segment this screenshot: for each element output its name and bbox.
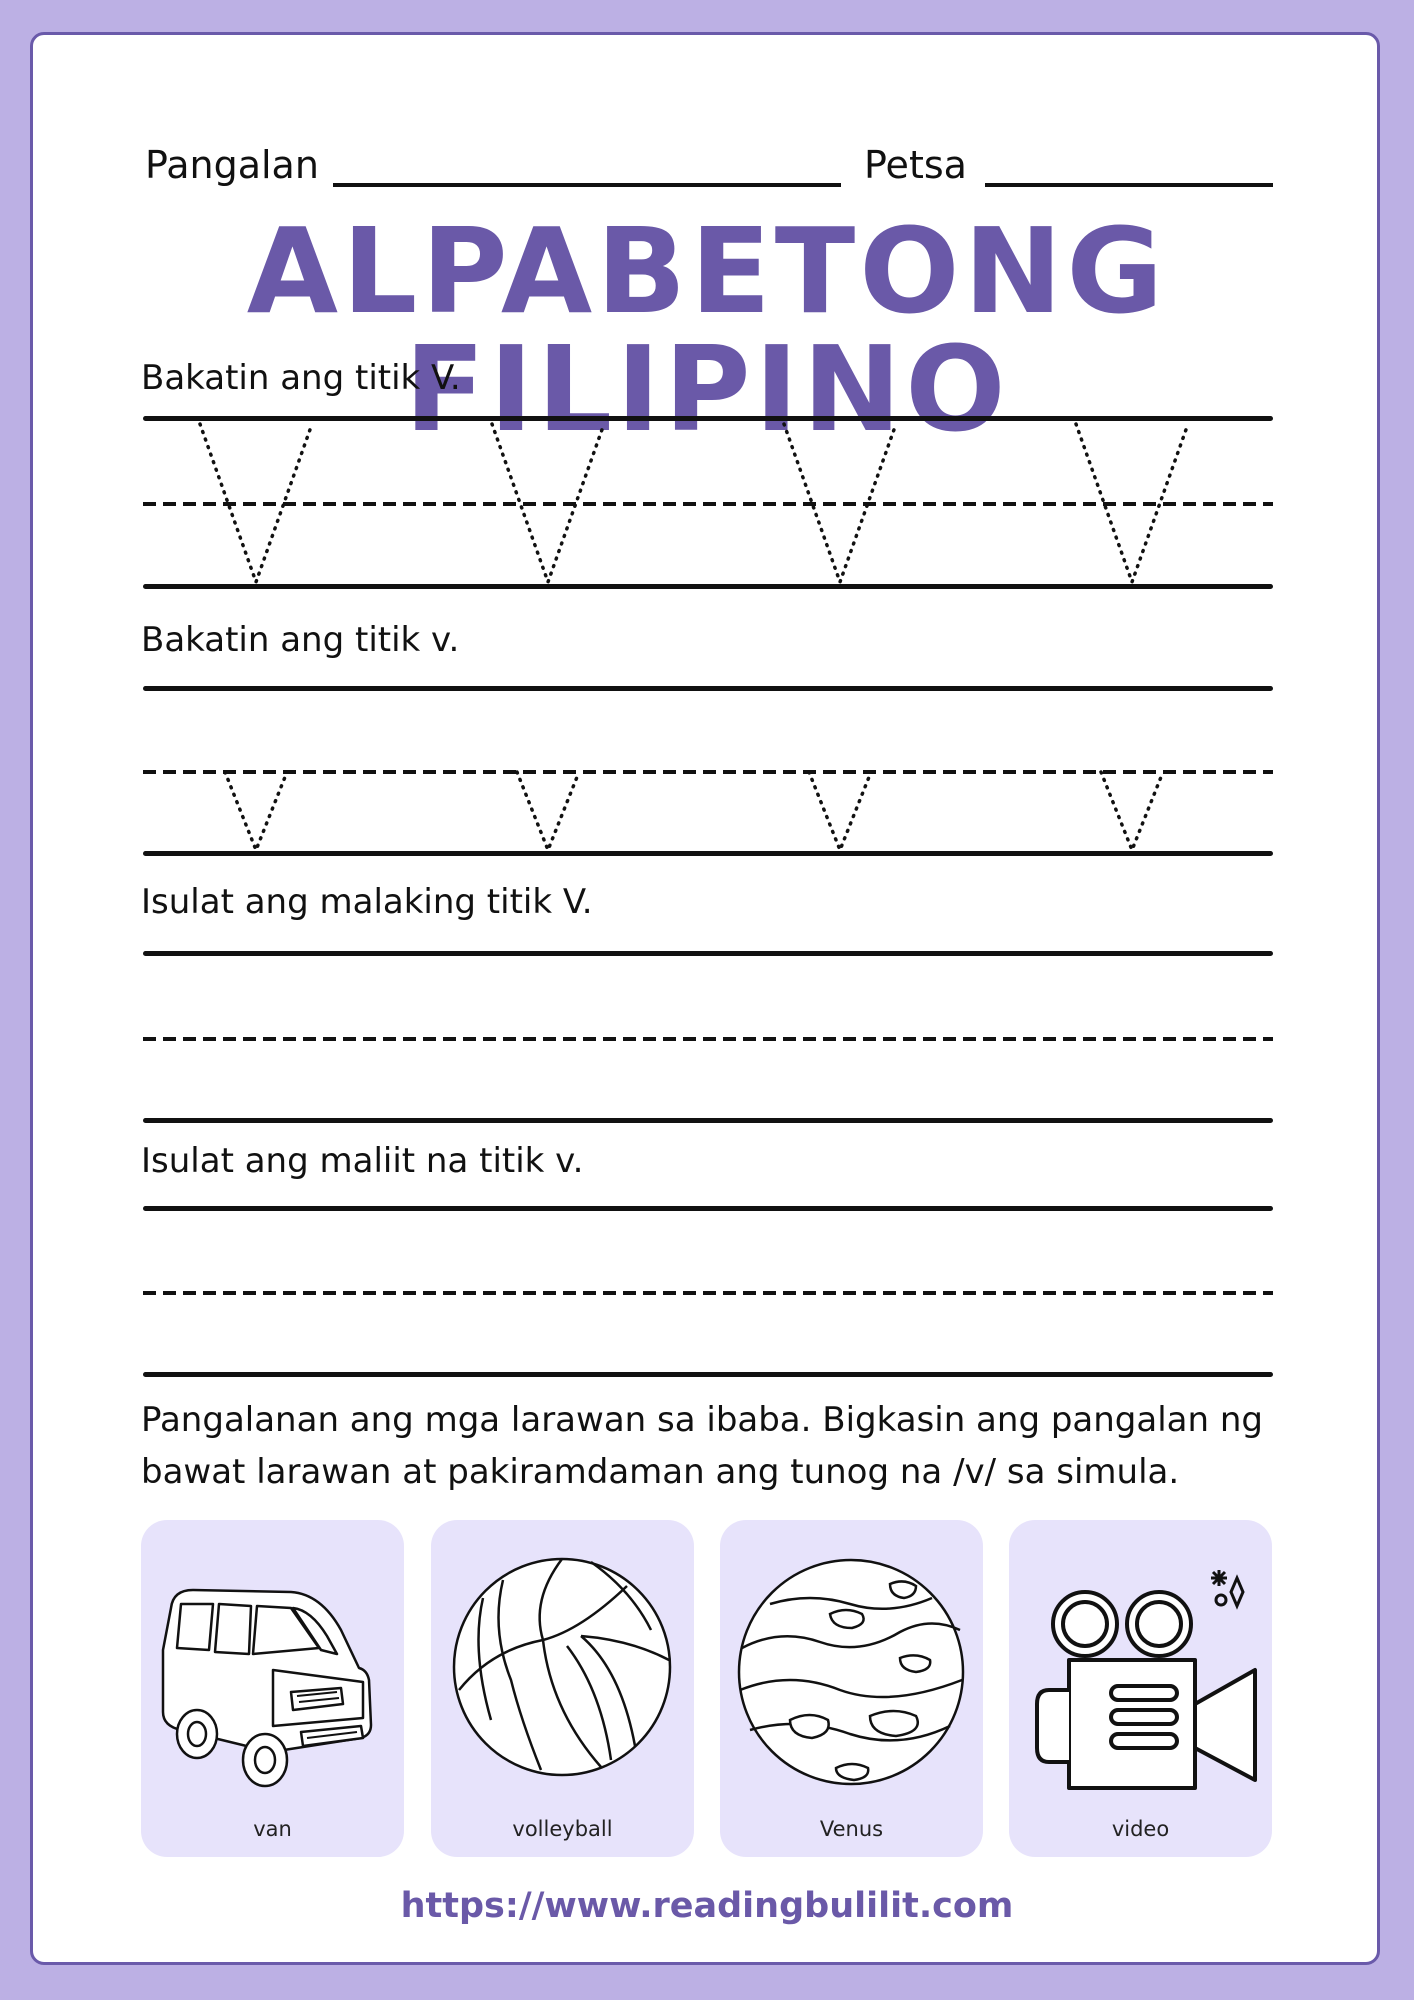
picture-label: van [253,1817,292,1841]
picture-label: Venus [819,1817,884,1841]
instruction-trace-lowercase: Bakatin ang titik v. [141,620,460,660]
writing-line-top[interactable] [143,951,1273,956]
venus-planet-icon [720,1520,983,1857]
picture-card-van [141,1520,404,1857]
instruction-trace-uppercase: Bakatin ang titik V. [141,358,461,398]
volleyball-icon [431,1520,694,1857]
name-label: Pangalan [145,143,319,187]
writing-line-base[interactable] [143,1372,1273,1377]
picture-card-venus [720,1520,983,1857]
picture-label: volleyball [512,1817,613,1841]
writing-line-base [143,584,1273,589]
writing-line-top [143,686,1273,691]
picture-instruction: Pangalanan ang mga larawan sa ibaba. Bigkasin ang pangalan ng bawat larawan at pakiramdaman ang tunog na /v/ sa simula. [141,1400,1263,1492]
instruction-write-lowercase: Isulat ang maliit na titik v. [141,1141,584,1181]
name-field[interactable] [333,183,841,187]
writing-line-base[interactable] [143,1118,1273,1123]
writing-line-top[interactable] [143,1206,1273,1211]
date-field[interactable] [985,183,1273,187]
writing-line-mid[interactable] [143,1037,1273,1041]
van-icon [141,1520,404,1857]
picture-label: video [1111,1817,1170,1841]
picture-card-video [1009,1520,1272,1857]
writing-line-mid[interactable] [143,1291,1273,1295]
writing-line-top [143,416,1273,421]
page-title: ALPABETONG FILIPINO [246,202,1168,458]
date-label: Petsa [864,143,967,187]
writing-line-mid [143,770,1273,774]
video-camera-icon [1009,1520,1272,1857]
writing-line-base [143,851,1273,856]
instruction-write-uppercase: Isulat ang malaking titik V. [141,882,593,922]
picture-card-volleyball [431,1520,694,1857]
writing-line-mid [143,502,1273,506]
footer-url[interactable]: https://www.readingbulilit.com [400,1886,1014,1926]
